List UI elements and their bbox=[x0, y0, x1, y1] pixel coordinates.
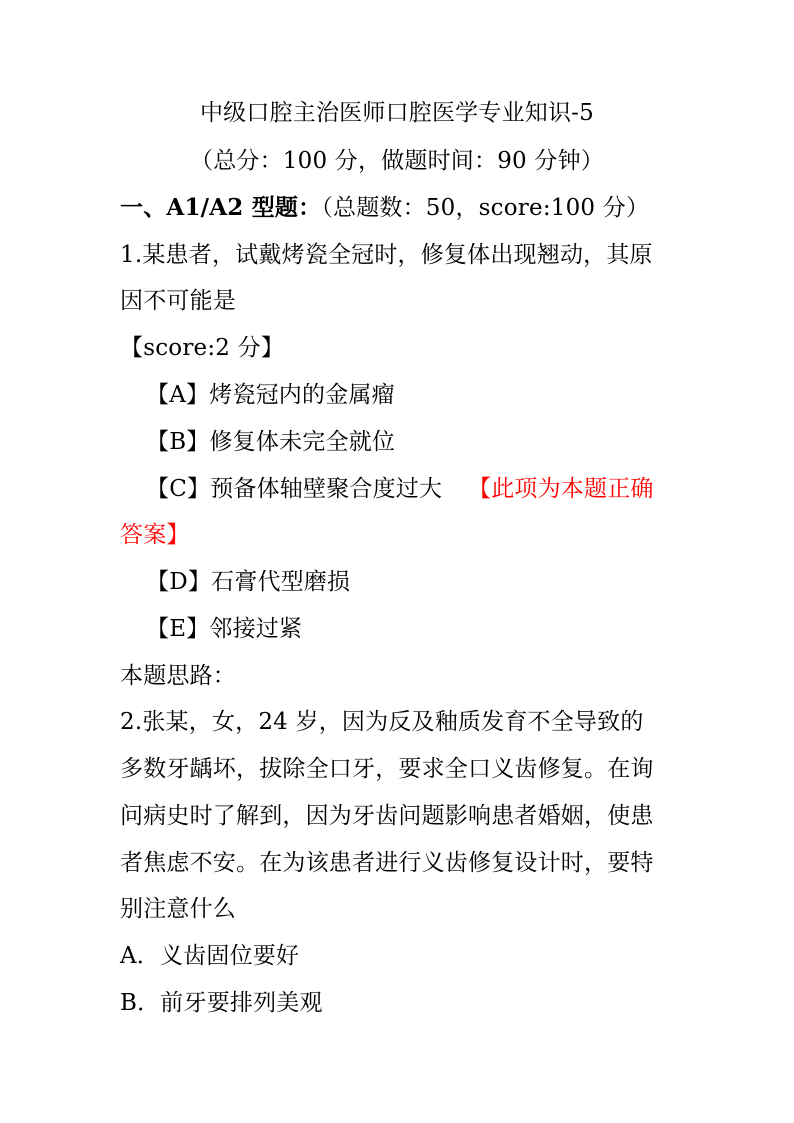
section-heading: 一、A1/A2 型题： bbox=[120, 194, 322, 221]
section-info: （总题数：50，score:100 分） bbox=[321, 195, 650, 221]
question-1-option-a: 【A】烤瓷冠内的金属瘤 bbox=[146, 382, 395, 408]
question-1-option-d: 【D】石膏代型磨损 bbox=[146, 569, 351, 595]
correct-answer-marker-continued: 答案】 bbox=[120, 522, 190, 548]
question-2-option-a: A．义齿固位要好 bbox=[120, 943, 300, 969]
correct-answer-marker: 【此项为本题正确 bbox=[468, 476, 654, 502]
section-heading-row bbox=[120, 193, 649, 223]
exam-meta: （总分：100 分，做题时间：90 分钟） bbox=[190, 148, 604, 174]
question-2-stem-line-4: 者焦虑不安。在为该患者进行义齿修复设计时，要特 bbox=[120, 850, 654, 876]
question-1-option-c: 【C】预备体轴壁聚合度过大 bbox=[146, 476, 443, 502]
page-title: 中级口腔主治医师口腔医学专业知识-5 bbox=[199, 100, 594, 126]
question-2-stem-line-1: 2.张某，女，24 岁，因为反及釉质发育不全导致的 bbox=[120, 709, 644, 735]
question-1-option-b: 【B】修复体未完全就位 bbox=[146, 429, 396, 455]
question-1-stem-line-1: 1.某患者，试戴烤瓷全冠时，修复体出现翘动，其原 bbox=[120, 242, 653, 268]
question-1-option-e: 【E】邻接过紧 bbox=[146, 616, 303, 642]
question-2-stem-line-2: 多数牙龋坏，拔除全口牙，要求全口义齿修复。在询 bbox=[120, 756, 654, 782]
question-1-stem-line-2: 因不可能是 bbox=[120, 288, 236, 314]
question-1-analysis-label: 本题思路： bbox=[120, 663, 236, 689]
question-1-score: 【score:2 分】 bbox=[120, 335, 285, 361]
question-2-stem-line-3: 问病史时了解到，因为牙齿问题影响患者婚姻，使患 bbox=[120, 803, 654, 829]
question-2-option-b: B．前牙要排列美观 bbox=[120, 990, 323, 1016]
question-2-stem-line-5: 别注意什么 bbox=[120, 896, 236, 922]
